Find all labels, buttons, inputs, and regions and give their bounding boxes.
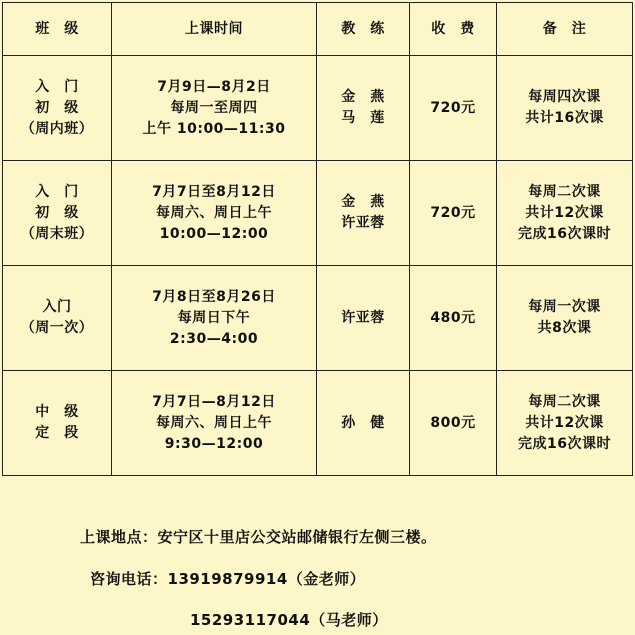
class-cell: 中 级 定 段	[3, 371, 112, 476]
consult-phone-second: 15293117044（马老师）	[190, 611, 388, 629]
class-cell: 入门 （周一次）	[3, 266, 112, 371]
coach-cell: 金 燕 许亚蓉	[317, 161, 410, 266]
table-row	[3, 266, 633, 371]
fee-cell: 720元	[410, 161, 497, 266]
fee-cell: 720元	[410, 56, 497, 161]
note-cell: 每周四次课 共计16次课	[497, 56, 633, 161]
fee-cell: 480元	[410, 266, 497, 371]
class-schedule-table	[2, 2, 633, 476]
time-cell: 7月7日—8月12日 每周六、周日上午 9:30—12:00	[112, 371, 317, 476]
class-cell: 入 门 初 级 （周内班）	[3, 56, 112, 161]
coach-cell: 许亚蓉	[317, 266, 410, 371]
time-cell: 7月8日至8月26日 每周日下午 2:30—4:00	[112, 266, 317, 371]
header-note: 备 注	[497, 3, 633, 56]
note-cell: 每周二次课 共计12次课 完成16次课时	[497, 371, 633, 476]
header-fee: 收 费	[410, 3, 497, 56]
coach-cell: 金 燕 马 莲	[317, 56, 410, 161]
note-cell: 每周一次课 共8次课	[497, 266, 633, 371]
table-row	[3, 161, 633, 266]
note-cell: 每周二次课 共计12次课 完成16次课时	[497, 161, 633, 266]
fee-cell: 800元	[410, 371, 497, 476]
coach-cell: 孙 健	[317, 371, 410, 476]
class-location: 上课地点：安宁区十里店公交站邮储银行左侧三楼。	[80, 528, 437, 546]
table-row	[3, 56, 633, 161]
table-row	[3, 371, 633, 476]
class-cell: 入 门 初 级 （周末班）	[3, 161, 112, 266]
time-cell: 7月7日至8月12日 每周六、周日上午 10:00—12:00	[112, 161, 317, 266]
table-header-row	[3, 3, 633, 56]
header-time: 上课时间	[112, 3, 317, 56]
consult-phone: 咨询电话：13919879914（金老师）	[90, 570, 366, 588]
time-cell: 7月9日—8月2日 每周一至周四 上午 10:00—11:30	[112, 56, 317, 161]
header-coach: 教 练	[317, 3, 410, 56]
header-class: 班 级	[3, 3, 112, 56]
